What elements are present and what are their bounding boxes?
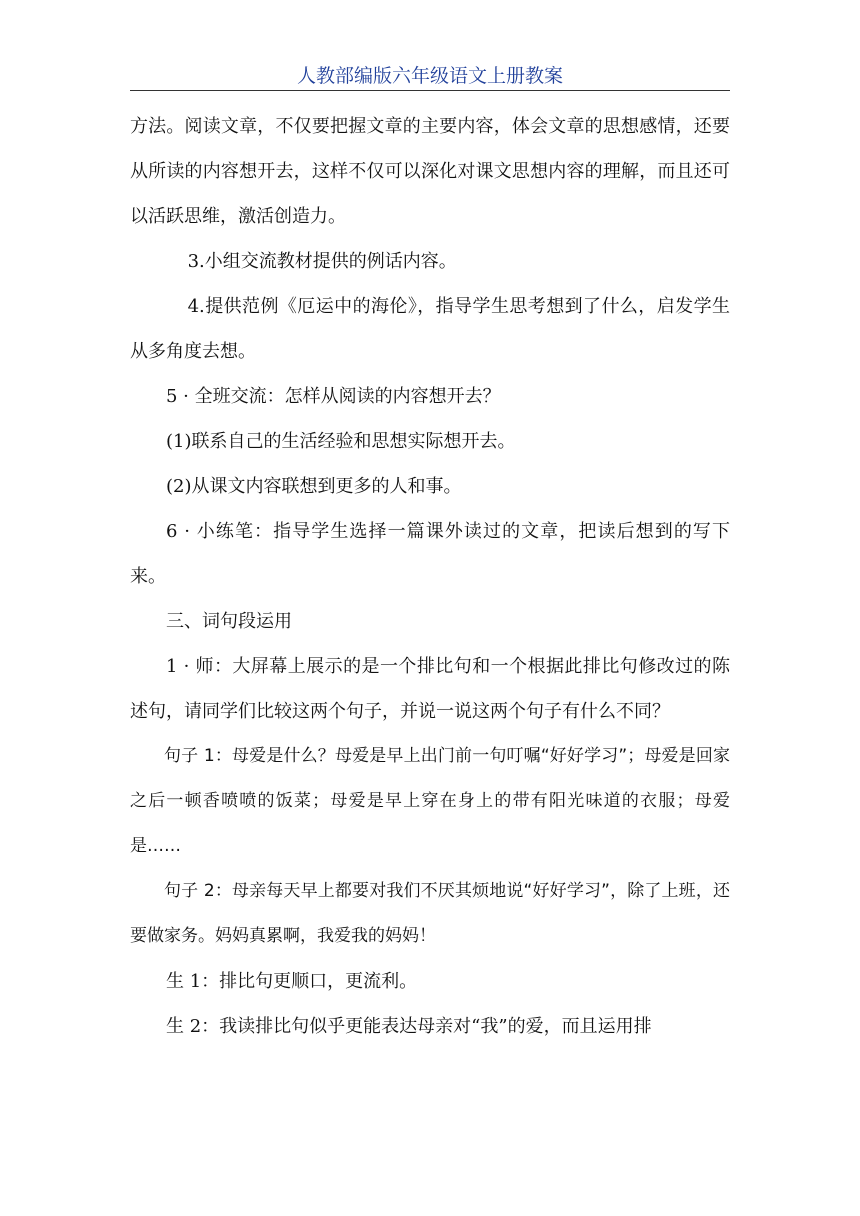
- section-heading-word-sentence: 三、词句段运用: [166, 611, 292, 632]
- document-body: [130, 104, 730, 1049]
- paragraph-sentence-1: 句子 1：母爱是什么？母爱是早上出门前一句叮嘱“好好学习”；母爱是回家之后一顿香喷喷的饭菜；母爱是早上穿在身上的带有阳光味道的衣服；母爱是……: [130, 746, 730, 856]
- paragraph-step-3: 3.小组交流教材提供的例话内容。: [187, 251, 457, 272]
- page-header-title: 人教部编版六年级语文上册教案: [130, 62, 730, 91]
- paragraph-step-5-item-2: (2)从课文内容联想到更多的人和事。: [166, 476, 462, 497]
- paragraph-student-2: 生 2：我读排比句似乎更能表达母亲对“我”的爱，而且运用排: [166, 1016, 652, 1037]
- paragraph-step-4: 4.提供范例《厄运中的海伦》，指导学生思考想到了什么，启发学生从多角度去想。: [130, 296, 730, 362]
- paragraph-step-5: 5 · 全班交流：怎样从阅读的内容想开去？: [166, 386, 501, 407]
- paragraph-teacher-prompt: 1 · 师：大屏幕上展示的是一个排比句和一个根据此排比句修改过的陈述句，请同学们比较这两个句子，并说一说这两个句子有什么不同？: [130, 656, 730, 722]
- paragraph-step-6: 6 · 小练笔：指导学生选择一篇课外读过的文章，把读后想到的写下来。: [130, 521, 730, 587]
- paragraph-student-1: 生 1：排比句更顺口，更流利。: [166, 971, 418, 992]
- paragraph-sentence-2: 句子 2：母亲每天早上都要对我们不厌其烦地说“好好学习”，除了上班，还要做家务。妈妈真累啊，我爱我的妈妈！: [130, 881, 730, 946]
- paragraph-step-5-item-1: (1)联系自己的生活经验和思想实际想开去。: [166, 431, 516, 452]
- paragraph-method-summary: 方法。阅读文章，不仅要把握文章的主要内容，体会文章的思想感情，还要从所读的内容想开去，这样不仅可以深化对课文思想内容的理解，而且还可以活跃思维，激活创造力。: [130, 116, 730, 227]
